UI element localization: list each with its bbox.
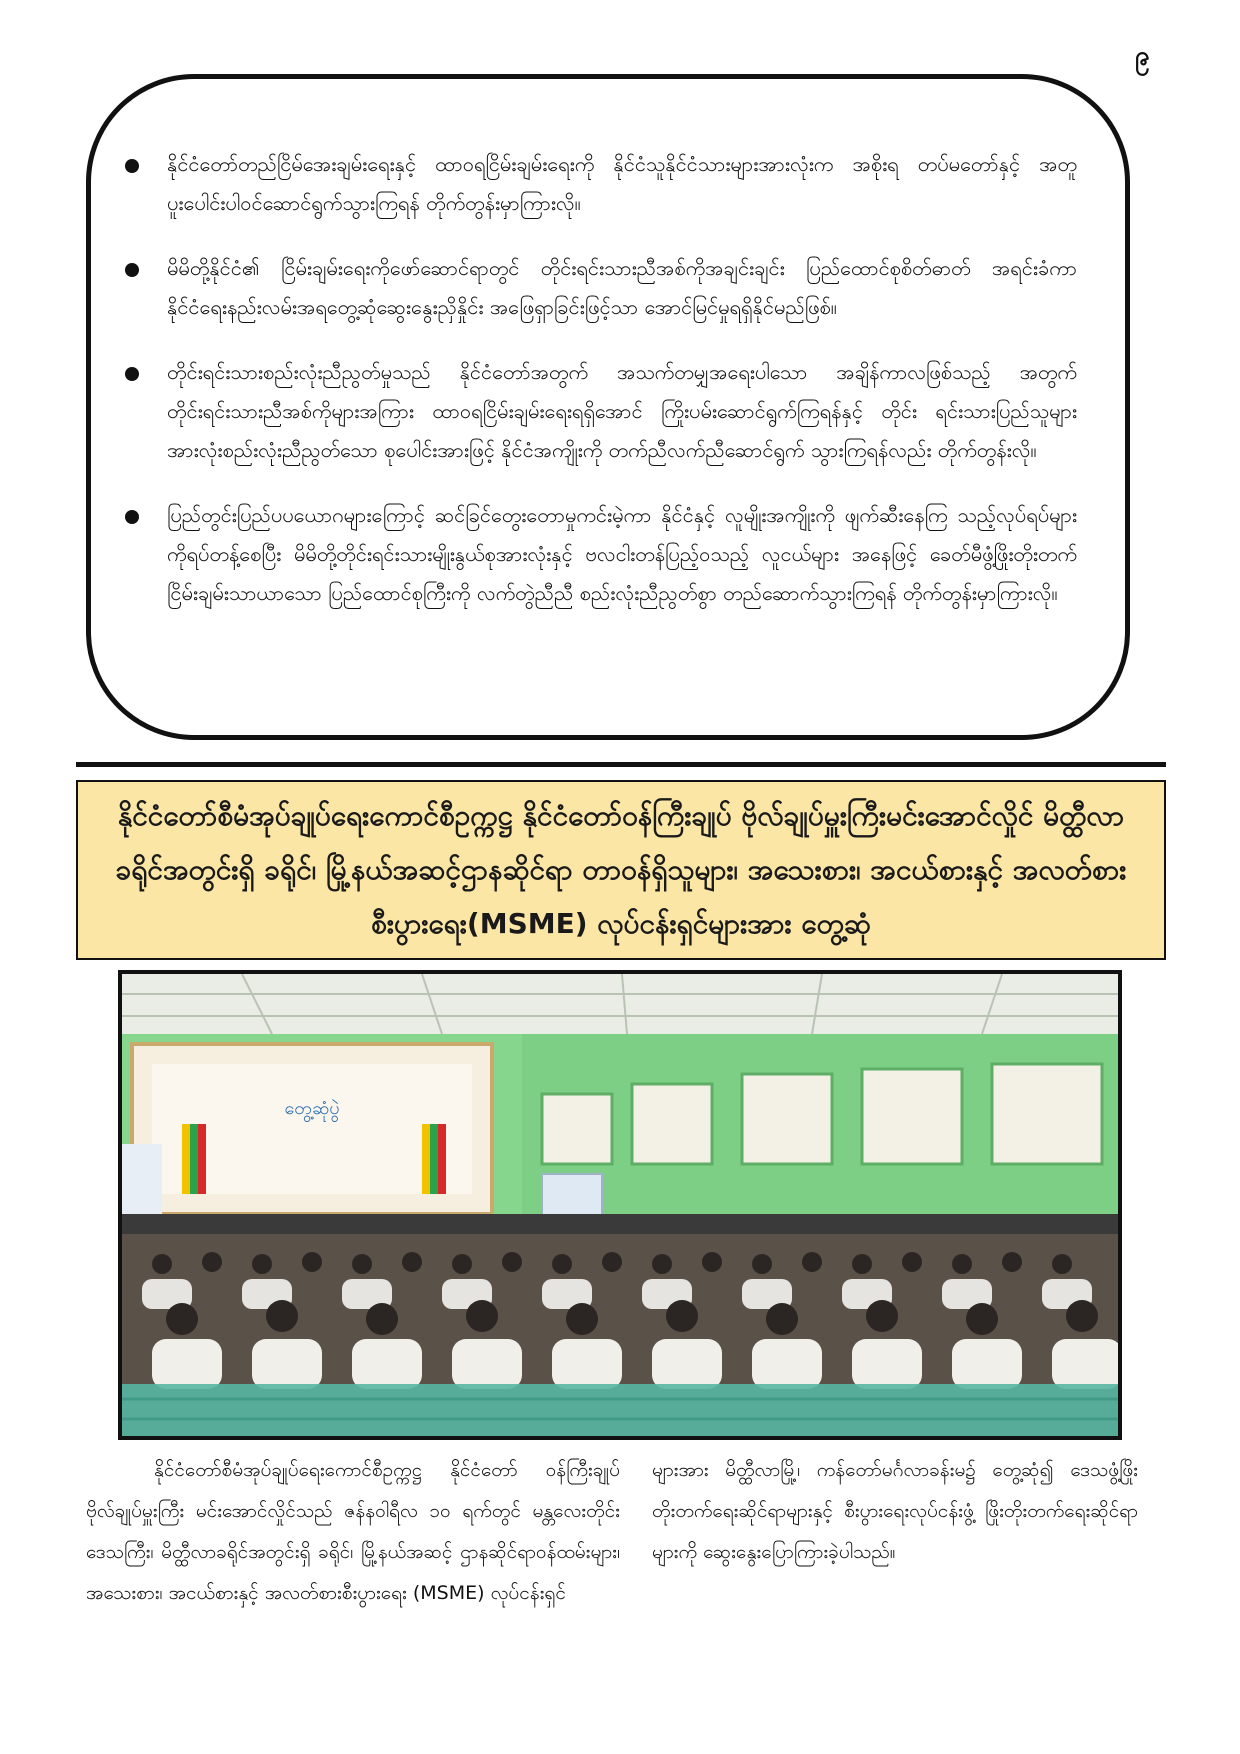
bullet-item <box>125 249 1077 327</box>
bullet-text: မိမိတို့နိုင်ငံ၏ ငြိမ်းချမ်းရေးကိုဖော်ဆောင်ရာတွင် တိုင်းရင်းသားညီအစ်ကိုအချင်းချင်း ပြည်ထောင်စုစိတ်ဓာတ် အရင်းခံကာ နိုင်ငံရေးနည်းလမ်းအရတွေ့ဆုံဆွေးနွေးညှိနှိုင်း အဖြေရှာခြင်းဖြင့်သာ အောင်မြင်မှုရရှိနိုင်မည်ဖြစ်။ <box>167 256 1077 319</box>
bullet-icon <box>125 510 139 524</box>
bullet-text: နိုင်ငံတော်တည်ငြိမ်အေးချမ်းရေးနှင့် ထာဝရငြိမ်းချမ်းရေးကို နိုင်ငံသူနိုင်ငံသားများအားလုံးက အစိုးရ တပ်မတော်နှင့် အတူ ပူးပေါင်းပါဝင်ဆောင်ရွက်သွားကြရန် တိုက်တွန်းမှာကြားလို။ <box>167 152 1077 215</box>
bullet-item <box>125 496 1077 613</box>
meeting-hall-illustration <box>122 974 1118 1436</box>
page-number: ၉ <box>1135 41 1150 71</box>
bullet-icon <box>125 159 139 173</box>
news-headline: နိုင်ငံတော်စီမံအုပ်ချုပ်ရေးကောင်စီဥက္ကဋ္ဌ နိုင်ငံတော်ဝန်ကြီးချုပ် ဗိုလ်ချုပ်မှူးကြီးမင်းအောင်လှိုင် မိတ္ထီလာခရိုင်အတွင်းရှိ ခရိုင်၊ မြို့နယ်အဆင့်ဌာနဆိုင်ရာ တာဝန်ရှိသူများ၊ အသေးစား၊ အငယ်စားနှင့် အလတ်စား စီးပွားရေး(MSME) လုပ်ငန်းရှင်များအား တွေ့ဆုံ <box>115 799 1127 940</box>
article-body-left: နိုင်ငံတော်စီမံအုပ်ချုပ်ရေးကောင်စီဥက္ကဋ္ဌ နိုင်ငံတော် ဝန်ကြီးချုပ် ဗိုလ်ချုပ်မှူးကြီး မင်းအောင်လှိုင်သည် ဇန်နဝါရီလ ၁၀ ရက်တွင် မန္တလေးတိုင်းဒေသကြီး၊ မိတ္ထီလာခရိုင်အတွင်းရှိ ခရိုင်၊ မြို့နယ်အဆင့် ဌာနဆိုင်ရာဝန်ထမ်းများ၊ အသေးစား၊ အငယ်စားနှင့် အလတ်စားစီးပွားရေး (MSME) လုပ်ငန်းရှင် <box>86 1459 620 1604</box>
key-points-box <box>86 74 1130 740</box>
bullet-icon <box>125 367 139 381</box>
stage-sign: တွေ့ဆုံပွဲ <box>284 1098 340 1119</box>
meeting-hall-photo <box>118 970 1122 1440</box>
news-headline-box <box>76 780 1166 960</box>
article-body-right: များအား မိတ္ထီလာမြို့၊ ကန်တော်မင်္ဂလာခန်းမ၌ တွေ့ဆုံ၍ ဒေသဖွံ့ဖြိုးတိုးတက်ရေးဆိုင်ရာများနှင့် စီးပွားရေးလုပ်ငန်းဖွံ့ ဖြိုးတိုးတက်ရေးဆိုင်ရာများကို ဆွေးနွေးပြောကြားခဲ့ပါသည်။ <box>652 1459 1138 1563</box>
bullet-text: တိုင်းရင်းသားစည်းလုံးညီညွတ်မှုသည် နိုင်ငံတော်အတွက် အသက်တမျှအရေးပါသော အချိန်ကာလဖြစ်သည့် အတွက် တိုင်းရင်းသားညီအစ်ကိုများအကြား ထာဝရငြိမ်းချမ်းရေးရရှိအောင် ကြိုးပမ်းဆောင်ရွက်ကြရန်နှင့် တိုင်း ရင်းသားပြည်သူများ အားလုံးစည်းလုံးညီညွတ်သော စုပေါင်းအားဖြင့် နိုင်ငံအကျိုးကို တက်ညီလက်ညီဆောင်ရွက် သွားကြရန်လည်း တိုက်တွန်းလို။ <box>167 360 1077 462</box>
bullet-text: ပြည်တွင်းပြည်ပပယောဂများကြောင့် ဆင်ခြင်တွေးတောမှုကင်းမဲ့ကာ နိုင်ငံနှင့် လူမျိုးအကျိုးကို ဖျက်ဆီးနေကြ သည့်လုပ်ရပ်များကိုရပ်တန့်စေပြီး မိမိတို့တိုင်းရင်းသားမျိုးနွယ်စုအားလုံးနှင့် ဗလငါးတန်ပြည့်ဝသည့် လူငယ်များ အနေဖြင့် ခေတ်မီဖွံ့ဖြိုးတိုးတက်ငြိမ်းချမ်းသာယာသော ပြည်ထောင်စုကြီးကို လက်တွဲညီညီ စည်းလုံးညီညွတ်စွာ တည်ဆောက်သွားကြရန် တိုက်တွန်းမှာကြားလို။ <box>167 503 1077 605</box>
bullet-item <box>125 353 1077 470</box>
bullet-icon <box>125 263 139 277</box>
bullet-item <box>125 145 1077 223</box>
section-divider <box>76 762 1166 767</box>
